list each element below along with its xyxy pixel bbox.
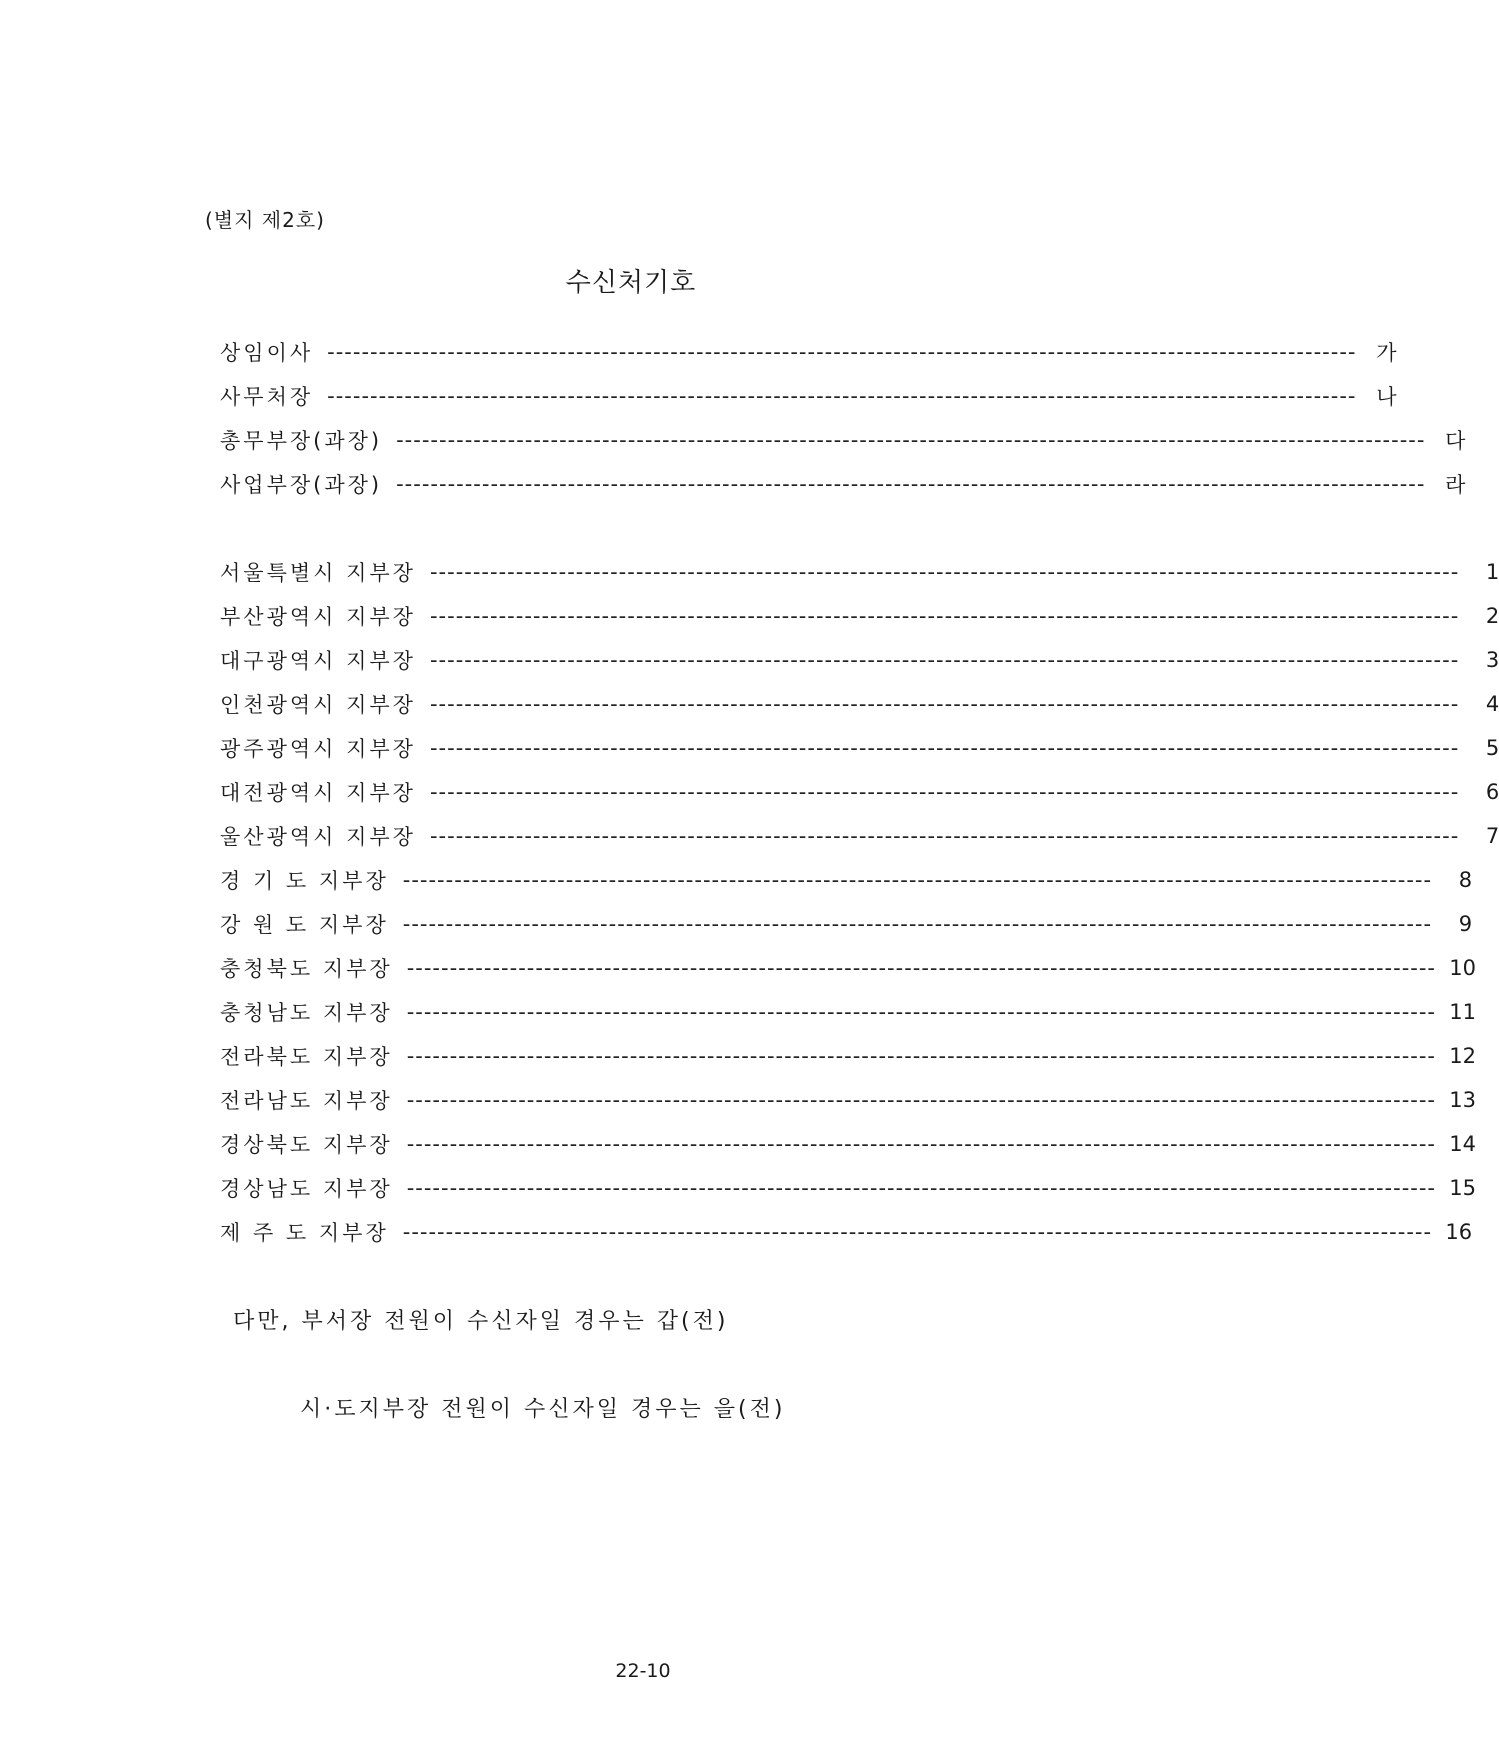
- recipient-code: 다: [1445, 429, 1466, 453]
- recipient-name: 사업부장(과장): [220, 473, 383, 497]
- recipient-code: 13: [1449, 1088, 1477, 1112]
- page-title: 수신처기호: [565, 268, 697, 298]
- recipient-name: 광주광역시 지부장: [220, 737, 416, 761]
- recipient-name: 강 원 도 지부장: [220, 913, 389, 937]
- group-separator: [220, 506, 955, 550]
- recipient-row: [220, 418, 1466, 462]
- recipient-code: 7: [1485, 824, 1499, 848]
- recipient-row: [220, 1166, 1477, 1210]
- dotted-leader: ------------------------------------------------------------------------------------------------------------------------: [327, 340, 1357, 364]
- recipient-name: 제 주 도 지부장: [220, 1221, 389, 1245]
- recipient-name: 사무처장: [220, 385, 314, 409]
- recipient-name: 대전광역시 지부장: [220, 781, 416, 805]
- recipient-row: [220, 462, 1466, 506]
- recipient-name: 대구광역시 지부장: [220, 649, 416, 673]
- recipient-code-list: [220, 330, 1499, 1254]
- dotted-leader: ------------------------------------------------------------------------------------------------------------------------: [429, 560, 1460, 584]
- recipient-code: 3: [1485, 648, 1499, 672]
- dotted-leader: ------------------------------------------------------------------------------------------------------------------------: [429, 604, 1460, 628]
- recipient-name: 부산광역시 지부장: [220, 605, 416, 629]
- recipient-code: 2: [1485, 604, 1499, 628]
- recipient-row: [220, 550, 1499, 594]
- recipient-row: [220, 858, 1473, 902]
- note-department-heads: 다만, 부서장 전원이 수신자일 경우는 갑(전): [233, 1309, 729, 1334]
- recipient-name: 전라남도 지부장: [220, 1089, 393, 1113]
- recipient-name: 충청북도 지부장: [220, 957, 393, 981]
- dotted-leader: ------------------------------------------------------------------------------------------------------------------------: [429, 648, 1460, 672]
- dotted-leader: ------------------------------------------------------------------------------------------------------------------------: [406, 1176, 1437, 1200]
- dotted-leader: ------------------------------------------------------------------------------------------------------------------------: [402, 868, 1433, 892]
- dotted-leader: ------------------------------------------------------------------------------------------------------------------------: [406, 1088, 1437, 1112]
- recipient-name: 충청남도 지부장: [220, 1001, 393, 1025]
- dotted-leader: ------------------------------------------------------------------------------------------------------------------------: [406, 956, 1437, 980]
- recipient-row: [220, 814, 1499, 858]
- recipient-name: 경상남도 지부장: [220, 1177, 393, 1201]
- dotted-leader: ------------------------------------------------------------------------------------------------------------------------: [406, 1000, 1437, 1024]
- recipient-code: 14: [1449, 1132, 1477, 1156]
- recipient-name: 경 기 도 지부장: [220, 869, 389, 893]
- dotted-leader: ------------------------------------------------------------------------------------------------------------------------: [406, 1132, 1437, 1156]
- recipient-row: [220, 1122, 1477, 1166]
- recipient-row: [220, 770, 1499, 814]
- dotted-leader: ------------------------------------------------------------------------------------------------------------------------: [396, 472, 1426, 496]
- recipient-name: 상임이사: [220, 341, 314, 365]
- recipient-code: 9: [1458, 912, 1473, 936]
- recipient-code: 가: [1376, 341, 1397, 365]
- recipient-code: 4: [1485, 692, 1499, 716]
- recipient-code: 11: [1449, 1000, 1477, 1024]
- dotted-leader: ------------------------------------------------------------------------------------------------------------------------: [429, 824, 1460, 848]
- recipient-row: [220, 990, 1477, 1034]
- page-number: 22-10: [615, 1660, 671, 1682]
- recipient-code: 라: [1445, 473, 1466, 497]
- dotted-leader: ------------------------------------------------------------------------------------------------------------------------: [429, 692, 1460, 716]
- recipient-code: 5: [1485, 736, 1499, 760]
- dotted-leader: ------------------------------------------------------------------------------------------------------------------------: [402, 1220, 1433, 1244]
- recipient-name: 총무부장(과장): [220, 429, 383, 453]
- recipient-row: [220, 1210, 1473, 1254]
- dotted-leader: ------------------------------------------------------------------------------------------------------------------------: [327, 384, 1357, 408]
- recipient-row: [220, 374, 1397, 418]
- recipient-row: [220, 1078, 1477, 1122]
- recipient-row: [220, 946, 1477, 990]
- recipient-code: 10: [1449, 956, 1477, 980]
- note-branch-heads: 시·도지부장 전원이 수신자일 경우는 을(전): [300, 1397, 786, 1422]
- recipient-row: [220, 726, 1499, 770]
- dotted-leader: ------------------------------------------------------------------------------------------------------------------------: [429, 736, 1460, 760]
- recipient-row: [220, 902, 1473, 946]
- recipient-name: 전라북도 지부장: [220, 1045, 393, 1069]
- dotted-leader: ------------------------------------------------------------------------------------------------------------------------: [396, 428, 1426, 452]
- recipient-code: 16: [1445, 1220, 1473, 1244]
- recipient-name: 경상북도 지부장: [220, 1133, 393, 1157]
- recipient-code: 8: [1458, 868, 1473, 892]
- recipient-name: 서울특별시 지부장: [220, 561, 416, 585]
- recipient-code: 1: [1485, 560, 1499, 584]
- recipient-code: 나: [1376, 385, 1397, 409]
- recipient-name: 울산광역시 지부장: [220, 825, 416, 849]
- recipient-row: [220, 1034, 1477, 1078]
- recipient-code: 6: [1485, 780, 1499, 804]
- recipient-code: 12: [1449, 1044, 1477, 1068]
- recipient-code: 15: [1449, 1176, 1477, 1200]
- dotted-leader: ------------------------------------------------------------------------------------------------------------------------: [406, 1044, 1437, 1068]
- recipient-row: [220, 638, 1499, 682]
- recipient-name: 인천광역시 지부장: [220, 693, 416, 717]
- annex-label: (별지 제2호): [205, 208, 325, 232]
- recipient-row: [220, 594, 1499, 638]
- recipient-row: [220, 682, 1499, 726]
- dotted-leader: ------------------------------------------------------------------------------------------------------------------------: [429, 780, 1460, 804]
- recipient-row: [220, 330, 1397, 374]
- dotted-leader: ------------------------------------------------------------------------------------------------------------------------: [402, 912, 1433, 936]
